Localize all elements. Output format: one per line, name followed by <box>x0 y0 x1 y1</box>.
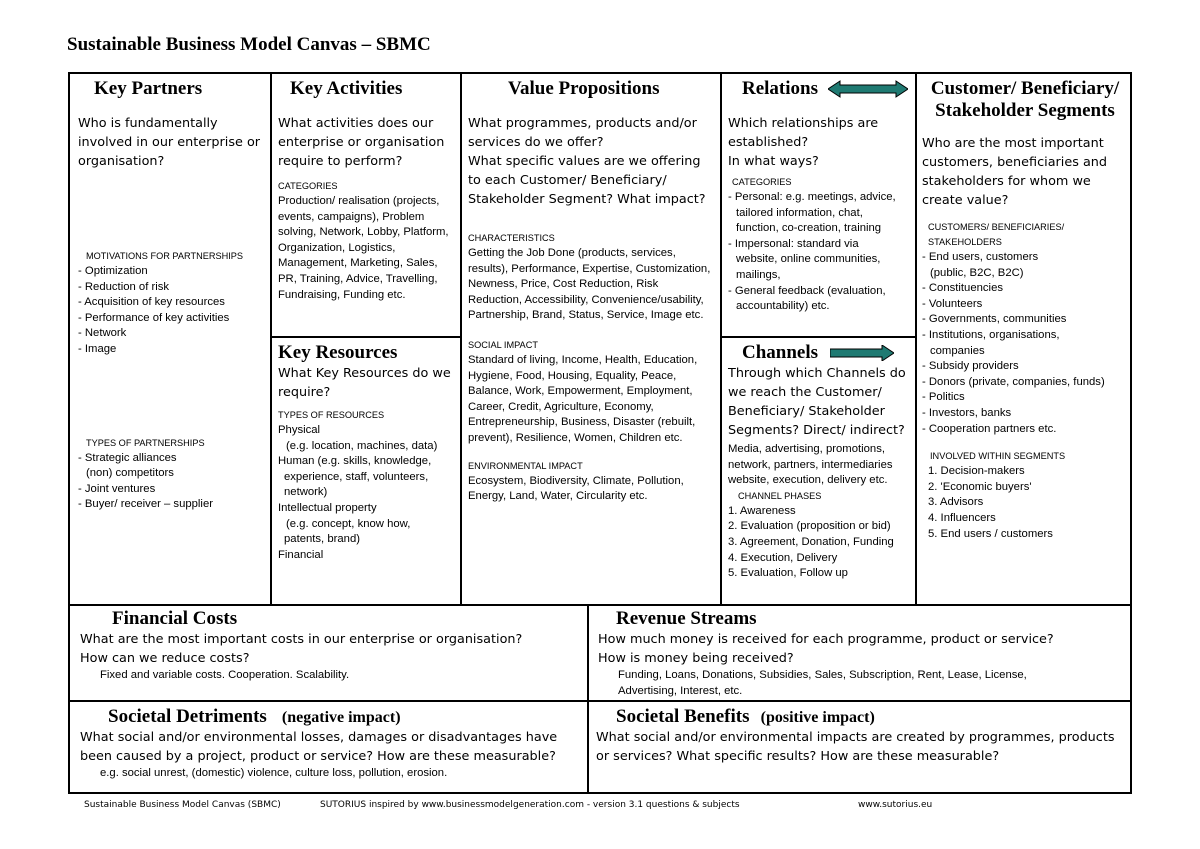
page-title: Sustainable Business Model Canvas – SBMC <box>67 34 431 55</box>
list-item: 4. Influencers <box>928 511 996 524</box>
value-propositions-question: What programmes, products and/or services do we offer? <box>468 116 697 150</box>
list-item: experience, staff, volunteers, <box>284 470 429 483</box>
revenue-streams-text: Funding, Loans, Donations, Subsidies, Sales, Subscription, Rent, Lease, License, Advertising, Interest, etc. <box>618 669 1027 697</box>
value-propositions-block <box>468 78 714 505</box>
footer-middle: SUTORIUS inspired by www.businessmodelgeneration.com - version 3.1 questions & subjects <box>320 800 740 810</box>
channels-question: Through which Channels do we reach the Customer/ Beneficiary/ Stakeholder Segments? Direct/ indirect? <box>728 366 906 438</box>
key-partners-heading: Key Partners <box>94 78 203 99</box>
key-resources-question: What Key Resources do we require? <box>278 366 451 400</box>
segments-block <box>922 78 1128 542</box>
divider <box>70 700 1130 702</box>
list-item: patents, brand) <box>284 533 360 546</box>
societal-detriments-text: e.g. social unrest, (domestic) violence, culture loss, pollution, erosion. <box>100 767 448 779</box>
list-item: - Governments, communities <box>922 313 1067 326</box>
societal-detriments-heading: Societal Detriments <box>108 706 267 727</box>
societal-benefits-subheading: (positive impact) <box>760 709 875 726</box>
relations-block <box>728 78 912 315</box>
societal-benefits-question: What social and/or environmental impacts are created by programmes, products or services? What specific results? How are these measurable? <box>596 730 1115 764</box>
partnership-types-label: TYPES OF PARTNERSHIPS <box>86 437 205 448</box>
footer-link[interactable]: www.sutorius.eu <box>858 800 933 810</box>
revenue-streams-heading: Revenue Streams <box>616 608 757 629</box>
revenue-streams-question: How is money being received? <box>598 651 794 666</box>
list-item: function, co-creation, training <box>736 222 882 235</box>
list-item: 5. End users / customers <box>928 527 1053 540</box>
list-item: - Reduction of risk <box>78 280 170 293</box>
channels-heading: Channels <box>742 342 819 363</box>
divider <box>270 336 460 338</box>
list-item: - Personal: e.g. meetings, advice, <box>728 191 896 203</box>
list-item: (e.g. concept, know how, <box>286 517 411 530</box>
key-partners-question: Who is fundamentally involved in our enterprise or organisation? <box>78 116 261 169</box>
segments-question: Who are the most important customers, beneficiaries and stakeholders for whom we create value? <box>922 136 1108 208</box>
financial-costs-heading: Financial Costs <box>112 608 238 629</box>
customers-label: CUSTOMERS/ BENEFICIARIES/ STAKEHOLDERS <box>928 222 1065 247</box>
list-item: - Buyer/ receiver – supplier <box>78 498 213 511</box>
list-item: Intellectual property <box>278 501 377 514</box>
environmental-impact-label: ENVIRONMENTAL IMPACT <box>468 460 583 471</box>
list-item: 5. Evaluation, Follow up <box>728 567 848 580</box>
list-item: (non) competitors <box>86 467 174 480</box>
footer-left: Sustainable Business Model Canvas (SBMC) <box>84 800 281 810</box>
divider <box>720 336 915 338</box>
list-item: - Strategic alliances <box>78 451 177 464</box>
value-propositions-heading: Value Propositions <box>508 78 660 99</box>
divider <box>720 74 722 606</box>
key-resources-heading: Key Resources <box>278 342 398 363</box>
divider <box>587 604 589 792</box>
divider <box>270 74 272 606</box>
list-item: - Politics <box>922 391 965 404</box>
societal-benefits-block <box>596 706 1128 766</box>
list-item: Human (e.g. skills, knowledge, <box>278 455 432 468</box>
divider <box>70 604 1130 606</box>
list-item: accountability) etc. <box>736 300 830 313</box>
value-propositions-question: What specific values are we offering to each Customer/ Beneficiary/ Stakeholder Segment? What impact? <box>468 154 706 207</box>
list-item: - Optimization <box>78 265 148 277</box>
societal-detriments-block <box>80 706 580 782</box>
involved-label: INVOLVED WITHIN SEGMENTS <box>930 451 1066 462</box>
segments-heading: Customer/ Beneficiary/ Stakeholder Segments <box>930 78 1120 121</box>
key-partners-block <box>78 78 266 513</box>
list-item: 1. Decision-makers <box>928 465 1025 478</box>
resource-types-label: TYPES OF RESOURCES <box>278 410 385 420</box>
list-item: - Subsidy providers <box>922 360 1019 373</box>
list-item: 3. Agreement, Donation, Funding <box>728 535 894 548</box>
key-activities-question: What activities does our enterprise or organisation require to perform? <box>278 116 445 169</box>
characteristics-text: Getting the Job Done (products, services, results), Performance, Expertise, Customization, Newness, Price, Cost Reduction, Risk Reduction, Accessibility, Convenience/usability, Partnership, Brand, Status, Service, Image etc. <box>468 247 711 322</box>
key-activities-heading: Key Activities <box>290 78 403 99</box>
list-item: - Volunteers <box>922 297 983 310</box>
list-item: - Joint ventures <box>78 482 156 495</box>
list-item: - Constituencies <box>922 282 1003 295</box>
financial-costs-block <box>80 608 580 684</box>
societal-detriments-question: What social and/or environmental losses, damages or disadvantages have been caused by a project, product or service? How are these measurable? <box>80 730 558 764</box>
list-item: 2. 'Economic buyers' <box>928 480 1032 493</box>
channel-phases-list <box>728 504 912 582</box>
divider <box>915 74 917 606</box>
list-item: - Impersonal: standard via <box>728 237 859 250</box>
financial-costs-text: Fixed and variable costs. Cooperation. Scalability. <box>100 669 350 681</box>
list-item: - Image <box>78 342 117 355</box>
list-item: 3. Advisors <box>928 496 984 509</box>
categories-text: Production/ realisation (projects, events, campaigns), Problem solving, Network, Lobby, Platform, Organization, Logistics, Management, Marketing, Sales, PR, Training, Advice, Travelling, Fundraising, Funding etc. <box>278 195 449 301</box>
list-item: - Institutions, organisations, <box>922 328 1060 341</box>
revenue-streams-block <box>598 608 1128 699</box>
arrow-right-icon <box>830 345 894 361</box>
channels-block <box>728 342 912 582</box>
involved-list <box>922 464 1128 542</box>
financial-costs-question: What are the most important costs in our enterprise or organisation? <box>80 632 523 647</box>
societal-benefits-heading: Societal Benefits <box>616 706 750 727</box>
double-arrow-icon <box>828 80 908 98</box>
list-item: 1. Awareness <box>728 504 796 517</box>
list-item: - End users, customers <box>922 251 1039 263</box>
categories-label: CATEGORIES <box>278 181 338 191</box>
motivations-label: MOTIVATIONS FOR PARTNERSHIPS <box>86 251 244 261</box>
list-item: - Cooperation partners etc. <box>922 422 1057 435</box>
divider <box>460 74 462 606</box>
list-item: tailored information, chat, <box>736 206 863 219</box>
social-impact-label: SOCIAL IMPACT <box>468 339 538 350</box>
societal-detriments-subheading: (negative impact) <box>281 709 401 726</box>
canvas-frame <box>68 72 1132 794</box>
list-item: - Donors (private, companies, funds) <box>922 375 1105 388</box>
list-item: Financial <box>278 548 324 561</box>
list-item: 2. Evaluation (proposition or bid) <box>728 520 891 533</box>
channel-phases-label: CHANNEL PHASES <box>738 490 822 501</box>
relations-question: Which relationships are established? <box>728 116 879 150</box>
relations-heading: Relations <box>742 78 818 99</box>
list-item: - Investors, banks <box>922 406 1012 419</box>
revenue-streams-question: How much money is received for each programme, product or service? <box>598 632 1054 647</box>
relations-categories-label: CATEGORIES <box>732 177 792 187</box>
key-activities-block <box>278 78 456 303</box>
list-item: website, online communities, <box>736 253 881 266</box>
environmental-impact-text: Ecosystem, Biodiversity, Climate, Pollution, Energy, Land, Water, Circularity etc. <box>468 474 684 503</box>
list-item: companies <box>930 344 985 357</box>
list-item: mailings, <box>736 268 781 281</box>
list-item: network) <box>284 486 328 499</box>
list-item: (e.g. location, machines, data) <box>286 439 438 452</box>
list-item: 4. Execution, Delivery <box>728 551 838 564</box>
relations-question: In what ways? <box>728 154 819 169</box>
list-item: Physical <box>278 424 321 436</box>
social-impact-text: Standard of living, Income, Health, Education, Hygiene, Food, Housing, Equality, Peace, Balance, Work, Empowerment, Employment, Career, Credit, Agriculture, Economy, Entrepreneurship, Business, Disaster (rebuilt, prevent), Resilience, Women, Children etc. <box>468 353 698 444</box>
list-item: - General feedback (evaluation, <box>728 284 886 297</box>
list-item: - Performance of key activities <box>78 311 230 324</box>
characteristics-label: CHARACTERISTICS <box>468 233 555 243</box>
list-item: - Acquisition of key resources <box>78 296 225 309</box>
motivations-list <box>78 264 266 358</box>
channels-text: Media, advertising, promotions, network, partners, intermediaries website, execution, delivery etc. <box>728 443 893 487</box>
list-item: - Network <box>78 327 127 340</box>
financial-costs-question: How can we reduce costs? <box>80 651 250 666</box>
key-resources-block <box>278 342 456 563</box>
list-item: (public, B2C, B2C) <box>930 266 1024 279</box>
